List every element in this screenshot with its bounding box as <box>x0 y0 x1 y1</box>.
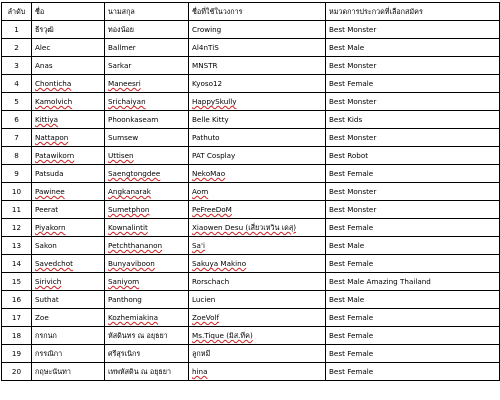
last-name-cell: เทพหัสดิน ณ อยุธยา <box>105 363 189 381</box>
category-cell: Best Female <box>326 327 500 345</box>
first-name-cell: Kittiya <box>32 111 105 129</box>
header-row <box>2 3 500 21</box>
row-number: 19 <box>2 345 32 363</box>
category-cell: Best Monster <box>326 183 500 201</box>
category-cell: Best Robot <box>326 147 500 165</box>
row-number: 14 <box>2 255 32 273</box>
cosplay-name-cell: MNSTR <box>189 57 326 75</box>
cosplay-name-cell: Lucien <box>189 291 326 309</box>
cosplay-name-cell: hina <box>189 363 326 381</box>
category-cell: Best Female <box>326 219 500 237</box>
last-name-cell: Uttisen <box>105 147 189 165</box>
category-cell: Best Male Amazing Thailand <box>326 273 500 291</box>
row-number: 15 <box>2 273 32 291</box>
first-name-cell: Peerat <box>32 201 105 219</box>
category-cell: Best Monster <box>326 57 500 75</box>
first-name-cell: Anas <box>32 57 105 75</box>
category-cell: Best Male <box>326 291 500 309</box>
row-number: 10 <box>2 183 32 201</box>
category-cell: Best Male <box>326 237 500 255</box>
last-name-cell: Saengtongdee <box>105 165 189 183</box>
table-row <box>2 255 500 273</box>
row-number: 3 <box>2 57 32 75</box>
category-cell: Best Male <box>326 39 500 57</box>
last-name-cell: Saniyom <box>105 273 189 291</box>
last-name-cell: หัสดินทร ณ อยุธยา <box>105 327 189 345</box>
first-name-cell: Nattapon <box>32 129 105 147</box>
first-name-cell: Patsuda <box>32 165 105 183</box>
applicant-table-container <box>0 2 500 381</box>
last-name-cell: Maneesri <box>105 75 189 93</box>
last-name-cell: Kownalintit <box>105 219 189 237</box>
last-name-cell: ศรีสุรเนิกร <box>105 345 189 363</box>
first-name-cell: Pawinee <box>32 183 105 201</box>
header-number: ลำดับ <box>2 3 32 21</box>
first-name-cell: Zoe <box>32 309 105 327</box>
row-number: 20 <box>2 363 32 381</box>
cosplay-name-cell: Kyoso12 <box>189 75 326 93</box>
first-name-cell: Chonticha <box>32 75 105 93</box>
row-number: 1 <box>2 21 32 39</box>
row-number: 7 <box>2 129 32 147</box>
table-row <box>2 147 500 165</box>
table-row <box>2 219 500 237</box>
table-row <box>2 345 500 363</box>
table-row <box>2 273 500 291</box>
table-row <box>2 93 500 111</box>
category-cell: Best Monster <box>326 201 500 219</box>
cosplay-name-cell: Pathuto <box>189 129 326 147</box>
cosplay-name-cell: Rorschach <box>189 273 326 291</box>
header-first-name: ชื่อ <box>32 3 105 21</box>
last-name-cell: Sumsew <box>105 129 189 147</box>
first-name-cell: กรกนก <box>32 327 105 345</box>
last-name-cell: Srichaiyan <box>105 93 189 111</box>
cosplay-name-cell: Sa'i <box>189 237 326 255</box>
category-cell: Best Kids <box>326 111 500 129</box>
row-number: 11 <box>2 201 32 219</box>
cosplay-name-cell: PeFreeDoM <box>189 201 326 219</box>
first-name-cell: Kamolvich <box>32 93 105 111</box>
table-row <box>2 327 500 345</box>
cosplay-name-cell: HappySkully <box>189 93 326 111</box>
last-name-cell: Sarkar <box>105 57 189 75</box>
last-name-cell: Panthong <box>105 291 189 309</box>
table-row <box>2 291 500 309</box>
first-name-cell: ธีรวุฒิ <box>32 21 105 39</box>
cosplay-name-cell: Belle Kitty <box>189 111 326 129</box>
cosplay-name-cell: ลูกหมี <box>189 345 326 363</box>
row-number: 4 <box>2 75 32 93</box>
last-name-cell: Bunyaviboon <box>105 255 189 273</box>
row-number: 12 <box>2 219 32 237</box>
table-row <box>2 309 500 327</box>
table-row <box>2 183 500 201</box>
table-row <box>2 75 500 93</box>
category-cell: Best Monster <box>326 93 500 111</box>
cosplay-name-cell: NekoMao <box>189 165 326 183</box>
category-cell: Best Monster <box>326 129 500 147</box>
cosplay-name-cell: Xiaowen Desu (เสี่ยวเหวิน เดสุ) <box>189 219 326 237</box>
last-name-cell: Phoonkaseam <box>105 111 189 129</box>
table-row <box>2 57 500 75</box>
cosplay-name-cell: Aom <box>189 183 326 201</box>
cosplay-name-cell: Sakuya Makino <box>189 255 326 273</box>
category-cell: Best Female <box>326 75 500 93</box>
table-row <box>2 363 500 381</box>
last-name-cell: Petchthananon <box>105 237 189 255</box>
first-name-cell: Suthat <box>32 291 105 309</box>
table-row <box>2 237 500 255</box>
row-number: 9 <box>2 165 32 183</box>
row-number: 18 <box>2 327 32 345</box>
table-row <box>2 201 500 219</box>
category-cell: Best Female <box>326 309 500 327</box>
row-number: 2 <box>2 39 32 57</box>
cosplay-name-cell: Ms.Tique (มิส.ทีค) <box>189 327 326 345</box>
category-cell: Best Female <box>326 255 500 273</box>
table-row <box>2 165 500 183</box>
category-cell: Best Monster <box>326 21 500 39</box>
first-name-cell: Alec <box>32 39 105 57</box>
first-name-cell: Sirivich <box>32 273 105 291</box>
last-name-cell: ทองน้อย <box>105 21 189 39</box>
category-cell: Best Female <box>326 165 500 183</box>
first-name-cell: Piyakorn <box>32 219 105 237</box>
cosplay-name-cell: Al4nTiS <box>189 39 326 57</box>
row-number: 8 <box>2 147 32 165</box>
header-last-name: นามสกุล <box>105 3 189 21</box>
first-name-cell: Patawikorn <box>32 147 105 165</box>
row-number: 16 <box>2 291 32 309</box>
row-number: 5 <box>2 93 32 111</box>
row-number: 17 <box>2 309 32 327</box>
row-number: 6 <box>2 111 32 129</box>
last-name-cell: Angkanarak <box>105 183 189 201</box>
cosplay-name-cell: PAT Cosplay <box>189 147 326 165</box>
first-name-cell: กรรณิกา <box>32 345 105 363</box>
last-name-cell: Sumetphon <box>105 201 189 219</box>
row-number: 13 <box>2 237 32 255</box>
first-name-cell: Sakon <box>32 237 105 255</box>
last-name-cell: Ballmer <box>105 39 189 57</box>
table-row <box>2 21 500 39</box>
category-cell: Best Female <box>326 345 500 363</box>
table-row <box>2 39 500 57</box>
cosplay-name-cell: Crowing <box>189 21 326 39</box>
first-name-cell: Savedchot <box>32 255 105 273</box>
first-name-cell: กฤษะนันทา <box>32 363 105 381</box>
category-cell: Best Female <box>326 363 500 381</box>
table-row <box>2 129 500 147</box>
cosplay-name-cell: ZoeVolf <box>189 309 326 327</box>
header-cosplay-name: ชื่อที่ใช้ในวงการ <box>189 3 326 21</box>
table-body <box>2 21 500 381</box>
applicant-table <box>1 2 500 381</box>
last-name-cell: Kozhemiakina <box>105 309 189 327</box>
header-category: หมวดการประกวดที่เลือกสมัคร <box>326 3 500 21</box>
table-row <box>2 111 500 129</box>
